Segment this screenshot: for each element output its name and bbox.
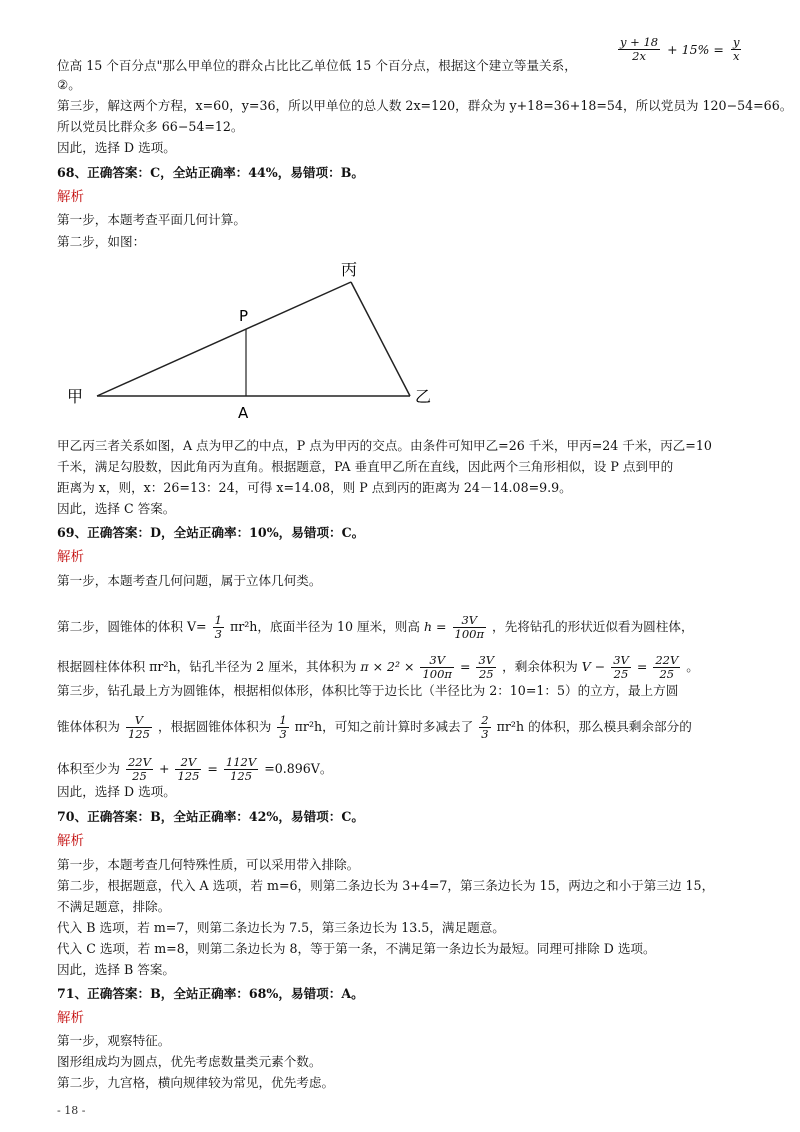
math-text: =	[207, 761, 218, 776]
label-p: P	[239, 307, 249, 325]
text-segment: ，剩余体积为	[502, 659, 578, 674]
text-line: 第三步，钻孔最上方为圆锥体，根据相似体形，体积比等于边长比（半径比为 2：10=1：5）的立方，最上方圆	[57, 683, 679, 698]
denominator: x	[732, 49, 740, 63]
numerator: 3V	[461, 613, 478, 627]
text-line: 千米，满足勾股数，因此角丙为直角。根据题意，PA 垂直甲乙所在直线，因此两个三角形相似，设 P 点到甲的	[57, 459, 674, 474]
page-number: - 18 -	[57, 1104, 86, 1117]
math-text: =	[459, 659, 471, 674]
denominator: 125	[177, 769, 200, 783]
text-line: 图形组成均为圆点，优先考虑数量类元素个数。	[57, 1054, 322, 1069]
math-text: + 15% =	[667, 42, 724, 57]
denominator: 25	[611, 667, 631, 681]
fraction	[653, 654, 680, 681]
text-line: 代入 B 选项，若 m=7，则第二条边长为 7.5，第三条边长为 13.5，满足题意。	[57, 920, 505, 935]
fraction	[731, 36, 742, 63]
text-line: 第一步，本题考查几何特殊性质，可以采用带入排除。	[57, 857, 360, 872]
fraction-one-third	[213, 614, 224, 641]
analysis-label: 解析	[57, 1010, 84, 1026]
text-line	[57, 614, 694, 641]
text-line: 第一步，本题考查平面几何计算。	[57, 212, 246, 227]
fraction	[175, 756, 201, 783]
text-line: 位高 15 个百分点"那么甲单位的群众占比比乙单位低 15 个百分点，根据这个建立等量关系，	[57, 58, 577, 73]
text-segment: ，先将钻孔的形状近似看为圆柱体，	[492, 619, 694, 634]
math-text: h =	[424, 619, 447, 634]
denominator: 2x	[618, 49, 660, 63]
label-a: A	[238, 404, 249, 422]
denominator: 100π	[454, 627, 485, 641]
denominator: 25	[126, 769, 153, 783]
numerator: 112V	[225, 755, 257, 769]
text-segment: 第二步，圆锥体的体积 V=	[57, 619, 207, 634]
side-bing-yi	[351, 282, 410, 396]
text-line: 第一步，本题考查几何问题，属于立体几何类。	[57, 573, 322, 588]
math-text: +	[158, 761, 170, 776]
denominator: 100π	[422, 667, 452, 681]
analysis-label: 解析	[57, 189, 84, 205]
numerator: 22V	[127, 755, 151, 769]
math-text: π × 2² ×	[360, 659, 415, 674]
denominator: 25	[653, 667, 680, 681]
answer-heading: 69、正确答案：D，全站正确率：10%，易错项：C。	[57, 525, 365, 540]
answer-heading: 71、正确答案：B，全站正确率：68%，易错项：A。	[57, 986, 364, 1001]
label-bing: 丙	[341, 260, 358, 279]
numerator: V	[134, 713, 144, 727]
math-text: V −	[581, 659, 606, 674]
numerator: y	[732, 35, 740, 49]
fraction	[618, 36, 660, 63]
text-line: 因此，选择 D 选项。	[57, 784, 176, 799]
fraction	[224, 756, 258, 783]
text-line: 第一步，观察特征。	[57, 1033, 171, 1048]
text-line: 甲乙丙三者关系如图，A 点为甲乙的中点，P 点为甲丙的交点。由条件可知甲乙=26 千米，甲丙=24 千米，丙乙=10	[57, 438, 712, 453]
text-line: 距离为 x，则，x：26=13：24，可得 x=14.08，则 P 点到丙的距离为 24－14.08=9.9。	[57, 480, 572, 495]
equation-l1	[616, 36, 743, 63]
text-segment: 。	[686, 659, 699, 674]
numerator: 2V	[180, 755, 197, 769]
fraction	[611, 654, 631, 681]
text-line: ②。	[57, 77, 81, 92]
text-segment: πr²h，底面半径为 10 厘米，则高	[229, 619, 420, 634]
text-segment: πr²h 的体积，那么模具剩余部分的	[496, 719, 692, 734]
numerator: 1	[214, 613, 222, 627]
denominator: 125	[224, 769, 258, 783]
text-line: 所以党员比群众多 66−54=12。	[57, 119, 244, 134]
text-line: 第二步，根据题意，代入 A 选项，若 m=6，则第二条边长为 3+4=7，第三条边长为 15，两边之和小于第三边 15，	[57, 878, 715, 893]
text-segment: =0.896V。	[264, 761, 333, 776]
text-segment: 体积至少为	[57, 761, 120, 776]
text-line	[57, 756, 333, 783]
text-line: 不满足题意，排除。	[57, 899, 171, 914]
numerator: 22V	[655, 653, 679, 667]
numerator: 1	[279, 713, 287, 727]
triangle-figure	[55, 255, 455, 425]
text-line: 因此，选择 D 选项。	[57, 140, 176, 155]
analysis-label: 解析	[57, 833, 84, 849]
numerator: 3V	[613, 653, 629, 667]
answer-heading: 68、正确答案：C，全站正确率：44%，易错项：B。	[57, 165, 364, 180]
label-yi: 乙	[415, 387, 432, 406]
denominator: 25	[476, 667, 496, 681]
denominator: 3	[279, 727, 287, 741]
numerator: 2	[481, 713, 489, 727]
text-segment: 锥体体积为	[57, 719, 120, 734]
denominator: 3	[481, 727, 489, 741]
fraction	[126, 756, 153, 783]
fraction-one-third	[277, 714, 288, 741]
text-line: 第二步，如图：	[57, 234, 146, 249]
denominator: 125	[127, 727, 150, 741]
numerator: 3V	[429, 653, 445, 667]
answer-heading: 70、正确答案：B，全站正确率：42%，易错项：C。	[57, 809, 364, 824]
denominator: 3	[214, 627, 222, 641]
fraction	[420, 654, 454, 681]
fraction	[126, 714, 152, 741]
side-jia-bing	[97, 282, 351, 396]
text-line	[57, 714, 692, 741]
text-line: 第三步，解这两个方程，x=60，y=36，所以甲单位的总人数 2x=120，群众为 y+18=36+18=54，所以党员为 120−54=66。	[57, 98, 793, 113]
text-line: 因此，选择 C 答案。	[57, 501, 176, 516]
fraction-two-third	[479, 714, 490, 741]
fraction	[476, 654, 496, 681]
numerator: y + 18	[620, 35, 659, 49]
text-line	[57, 654, 699, 681]
text-line: 因此，选择 B 答案。	[57, 962, 176, 977]
analysis-label: 解析	[57, 549, 84, 565]
text-segment: 根据圆柱体体积 πr²h，钻孔半径为 2 厘米，其体积为	[57, 659, 357, 674]
text-segment: ，根据圆锥体体积为	[157, 719, 272, 734]
text-segment: πr²h，可知之前计算时多减去了	[294, 719, 474, 734]
text-line: 代入 C 选项，若 m=8，则第二条边长为 8，等于第一条，不满足第一条边长为最短。同理可排除 D 选项。	[57, 941, 656, 956]
numerator: 3V	[478, 653, 495, 667]
math-text: =	[636, 659, 648, 674]
fraction-height	[453, 614, 487, 641]
label-jia: 甲	[67, 387, 84, 406]
text-line: 第二步，九宫格，横向规律较为常见，优先考虑。	[57, 1075, 335, 1090]
text-line	[57, 57, 577, 75]
